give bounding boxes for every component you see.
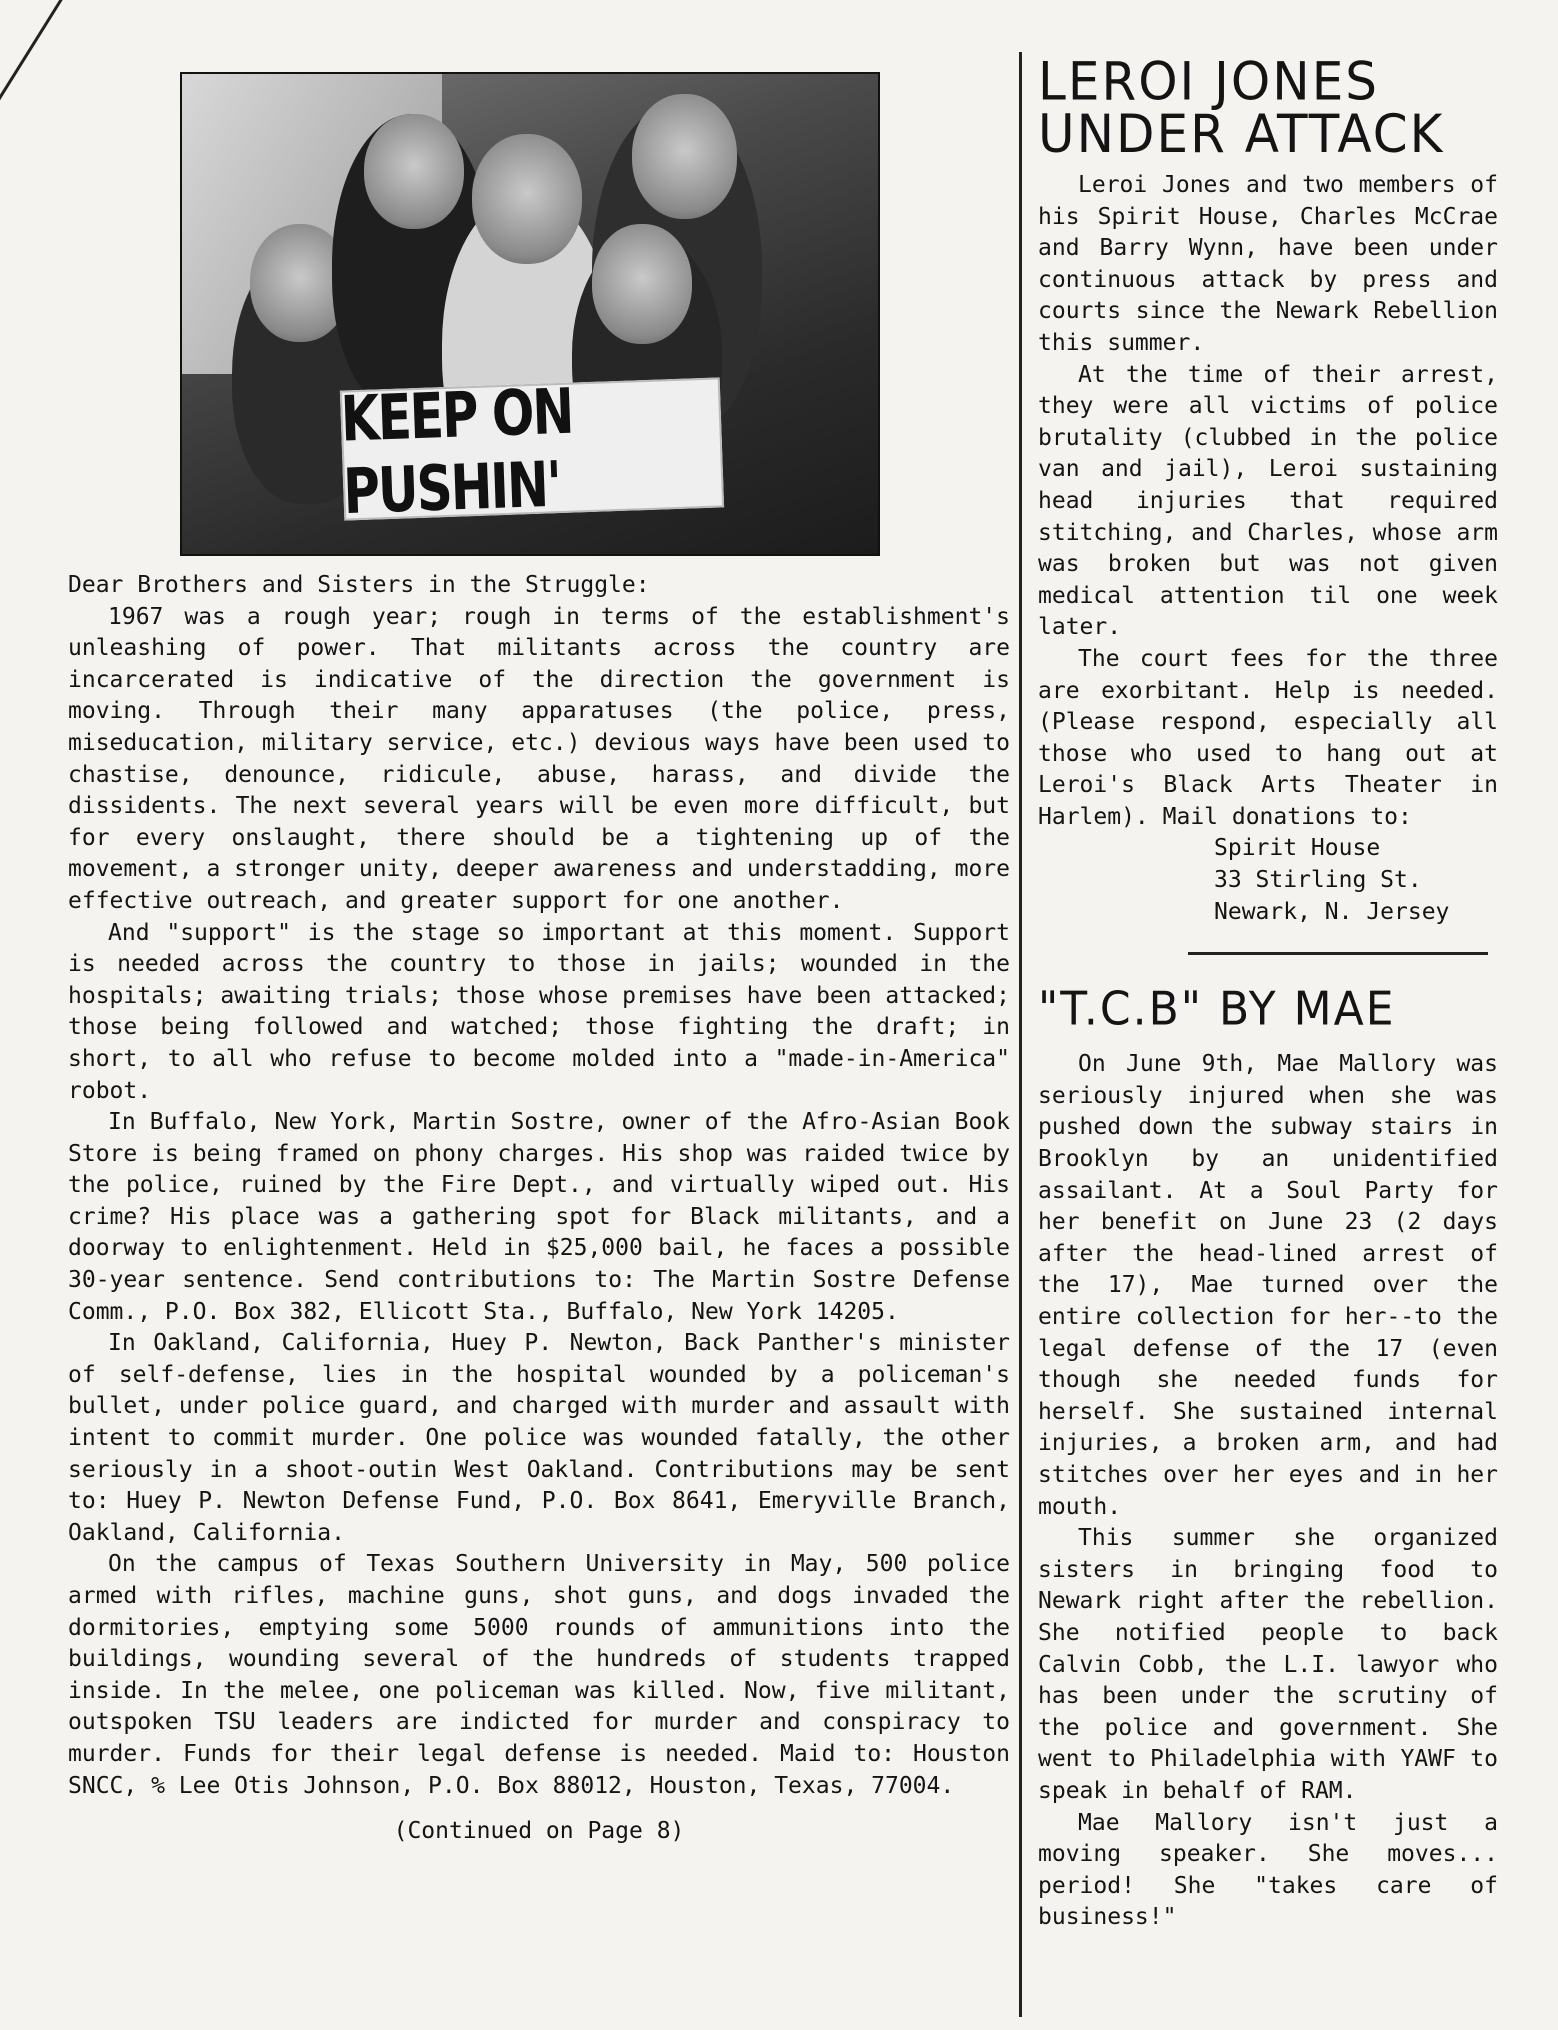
article-paragraph: Mae Mallory isn't just a moving speaker. She moves... period! She "takes care of business!" bbox=[1038, 1809, 1498, 1931]
letter-column bbox=[68, 570, 1010, 1848]
continued-notice: (Continued on Page 8) bbox=[393, 1818, 685, 1845]
photo-child-5-face bbox=[592, 224, 692, 344]
letter-paragraph: In Oakland, California, Huey P. Newton, Back Panther's minister of self-defense, lies in the hospital wounded by a policeman's bullet, under police guard, and charged with murder and assault with intent to commit murder. One police was wounded fatally, the other seriously in a shoot-outin West Oakland. Contributions may be sent to: Huey P. Newton Defense Fund, P.O. Box 8641, Emeryville Branch, Oakland, California. bbox=[68, 1330, 1010, 1546]
photo-sign-text: KEEP ON PUSHIN' bbox=[339, 375, 574, 529]
article-paragraph: The court fees for the three are exorbitant. Help is needed. (Please respond, especially all those who used to hang out at Leroi's Black Arts Theater in Harlem). Mail donations to: bbox=[1038, 645, 1498, 830]
right-column bbox=[1038, 51, 1498, 1934]
address-line: Newark, N. Jersey bbox=[1214, 898, 1450, 925]
photo-sign bbox=[339, 375, 724, 529]
column-divider bbox=[1019, 52, 1022, 2017]
photo-child-3-face bbox=[472, 134, 582, 264]
article-headline: "T.C.B" BY MAE bbox=[1038, 982, 1396, 1037]
letter-paragraph: And "support" is the stage so important at this moment. Support is needed across the country to those in jails; wounded in the hospitals; awaiting trials; those whose premises have been attacked; those being followed and watched; those fighting the draft; in short, to all who refuse to become molded into a "made-in-America" robot. bbox=[68, 919, 1010, 1104]
address-line: Spirit House bbox=[1214, 835, 1381, 862]
article-leroi-jones bbox=[1038, 51, 1498, 928]
article-headline-line: UNDER ATTACK bbox=[1038, 103, 1445, 165]
letter-paragraph: On the campus of Texas Southern University in May, 500 police armed with rifles, machine guns, shot guns, and dogs invaded the dormitories, emptying some 5000 rounds of ammunitions into the buildings, wounding several of the hundreds of students trapped inside. In the melee, one policeman was killed. Now, five militant, outspoken TSU leaders are indicted for murder and conspiracy to murder. Funds for their legal defense is needed. Maid to: Houston SNCC, % Lee Otis Johnson, P.O. Box 88012, Houston, Texas, 77004. bbox=[68, 1551, 1010, 1799]
letter-paragraph: 1967 was a rough year; rough in terms of the establishment's unleashing of power. That militants across the country are incarcerated is indicative of the direction the government is moving. Through their many apparatuses (the police, press, miseducation, military service, etc.) devious ways have been used to chastise, denounce, ridicule, abuse, harass, and divide the dissidents. The next several years will be even more difficult, but for every onslaught, there should be a tightening up of the movement, a stronger unity, deeper awareness and understadding, more effective outreach, and greater support for one another. bbox=[68, 603, 1010, 914]
article-paragraph: Leroi Jones and two members of his Spirit House, Charles McCrae and Barry Wynn, have been under continuous attack by press and courts since the Newark Rebellion this summer. bbox=[1038, 172, 1498, 356]
article-headline bbox=[1038, 51, 1498, 165]
address-line: 33 Stirling St. bbox=[1214, 867, 1422, 894]
mailing-address bbox=[1038, 833, 1498, 928]
letter-paragraph: In Buffalo, New York, Martin Sostre, owner of the Afro-Asian Book Store is being framed on phony charges. His shop was raided twice by the police, ruined by the Fire Dept., and virtually wiped out. His crime? His place was a gathering spot for Black militants, and a doorway to enlightenment. Held in $25,000 bail, he faces a possible 30-year sentence. Send contributions to: The Martin Sostre Defense Comm., P.O. Box 382, Ellicott Sta., Buffalo, New York 14205. bbox=[68, 1109, 1010, 1325]
article-headline-line: LEROI JONES bbox=[1038, 51, 1380, 113]
letter-salutation: Dear Brothers and Sisters in the Struggle: bbox=[68, 572, 650, 598]
article-tcb-by-mae bbox=[1038, 982, 1498, 1934]
corner-stroke bbox=[0, 0, 141, 162]
photo-child-4-face bbox=[632, 94, 737, 219]
photo-child-2-face bbox=[364, 114, 464, 229]
photo-children-with-sign bbox=[180, 72, 880, 556]
article-separator bbox=[1188, 952, 1488, 955]
article-paragraph: At the time of their arrest, they were all victims of police brutality (clubbed in the police van and jail), Leroi sustaining head injuries that required stitching, and Charles, whose arm was broken but was not given medical attention til one week later. bbox=[1038, 361, 1498, 641]
article-paragraph: On June 9th, Mae Mallory was seriously injured when she was pushed down the subway stairs in Brooklyn by an unidentified assailant. At a Soul Party for her benefit on June 23 (2 days after the head-lined arrest of the 17), Mae turned over the entire collection for her--to the legal defense of the 17 (even though she needed funds for herself. She sustained internal injuries, a broken arm, and had stitches over her eyes and in her mouth. bbox=[1038, 1051, 1498, 1520]
article-paragraph: This summer she organized sisters in bringing food to Newark right after the rebellion. She notified people to back Calvin Cobb, the L.I. lawyor who has been under the scrutiny of the police and government. She went to Philadelphia with YAWF to speak in behalf of RAM. bbox=[1038, 1525, 1498, 1804]
